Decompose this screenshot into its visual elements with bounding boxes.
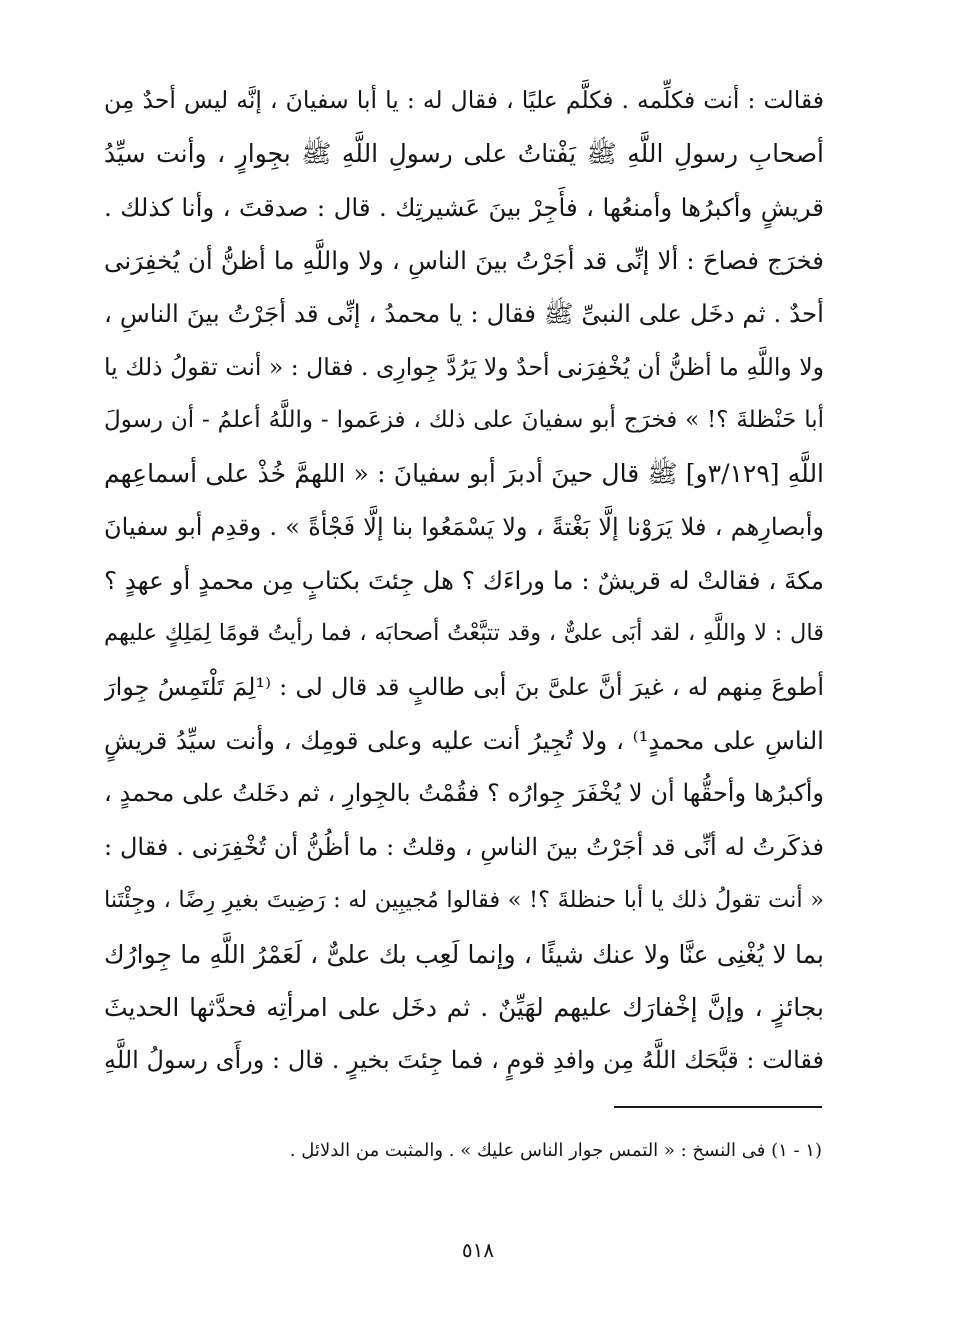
text-line: قريشٍ وأكبرُها وأمنعُها ، فأَجِرْ بينَ عَشيرتِك . قال : صدقتَ ، وأنا كذلك . xyxy=(104,192,824,222)
text-line: أبا حَنْظلةَ ؟! » فخرَج أبو سفيانَ على ذلك ، فزعَموا - واللَّهُ أعلمُ - أن رسولَ xyxy=(104,407,824,434)
text-line: فقالت : أنت فكلِّمه . فكلَّم عليًا ، فقال له : يا أبا سفيانَ ، إنَّه ليس أحدٌ مِن xyxy=(104,86,824,114)
text-line: فخرَج فصاحَ : ألا إنِّى قد أجَرْتُ بينَ الناسِ ، ولا واللَّهِ ما أظنُّ أن يُخفِرَنى xyxy=(104,246,824,276)
text-line: بما لا يُغْنِى عنَّا ولا عنك شيئًا ، وإنما لَعِب بك علىٌّ ، لَعَمْرُ اللَّهِ ما جِوارُك xyxy=(104,939,824,969)
text-line: بجائزٍ ، وإنَّ إخْفارَك عليهم لهَيِّنٌ . ثم دخَل على امرأتِه فحدَّثها الحديثَ xyxy=(104,992,824,1022)
text-line: الناسِ على محمدٍ¹⁾ ، ولا تُجِيرُ أنت عليه وعلى قومِك ، وأنت سيِّدُ قريشٍ xyxy=(104,726,824,756)
text-line: فقالت : قبَّحَك اللَّهُ مِن وافدِ قومٍ ، فما جِئتَ بخيرٍ . قال : ورأَى رسولُ اللَّهِ xyxy=(104,1046,824,1075)
footnote-divider xyxy=(614,1106,822,1108)
text-line: فذكَرتُ له أنِّى قد أجَرْتُ بينَ الناسِ ، وقلتُ : ما أظُنُّ أن تُخْفِرَنى . فقال : xyxy=(104,832,824,861)
text-line: « أنت تقولُ ذلك يا أبا حنظلةَ ؟! » فقالوا مُجيبِين له : رَضِيتَ بغيرِ رِضًا ، وجِئْتَنا xyxy=(104,887,824,914)
text-line: مكةَ ، فقالتْ له قريشٌ : ما وراءَك ؟ هل جِئتَ بكتابٍ مِن محمدٍ أو عهدٍ ؟ xyxy=(104,566,824,596)
footnote: (١ - ١) فى النسخ : « التمس جوار الناس عليك » . والمثبت من الدلائل . xyxy=(289,1140,822,1161)
text-line: وأكبرُها وأحقُّها أن لا يُخْفَرَ جِوارُه ؟ فقُمْتُ بالجِوارِ ، ثم دخَلتُ على محمدٍ ، xyxy=(104,779,824,808)
main-text-block xyxy=(104,74,824,1088)
page-number: ٥١٨ xyxy=(461,1238,495,1262)
text-line: أصحابِ رسولِ اللَّهِ ﷺ يَفْتاتُ على رسولِ اللَّهِ ﷺ بجِوارٍ ، وأنت سيِّدُ xyxy=(104,139,824,169)
text-line: أطوعَ مِنهم له ، غيرَ أنَّ علىَّ بنَ أبى طالبٍ قد قال لى : ⁽¹لِمَ تَلْتَمِسُ جِوارَ xyxy=(104,672,824,701)
text-line: اللَّهِ [٣/١٢٩و] ﷺ قال حينَ أدبرَ أبو سفيانَ : « اللهمَّ خُذْ على أسماعِهم xyxy=(104,459,824,489)
text-line: وأبصارِهم ، فلا يَرَوْنا إلَّا بَغْتةً ، ولا يَسْمَعُوا بنا إلَّا فَجْأةً » . وقدِم أبو سفيانَ xyxy=(104,512,824,541)
text-line: ولا واللَّهِ ما أظنُّ أن يُخْفِرَنى أحدٌ ولا يَرُدَّ جِوارِى . فقال : « أنت تقولُ ذلك يا xyxy=(104,352,824,381)
text-line: أحدٌ . ثم دخَل على النبىِّ ﷺ فقال : يا محمدُ ، إنِّى قد أجَرْتُ بينَ الناسِ ، xyxy=(104,299,824,329)
text-line: قال : لا واللَّهِ ، لقد أبَى علىٌّ ، وقد تتبَّعْتُ أصحابَه ، فما رأيتُ قومًا لِمَلِكٍ عليهم xyxy=(104,620,824,647)
